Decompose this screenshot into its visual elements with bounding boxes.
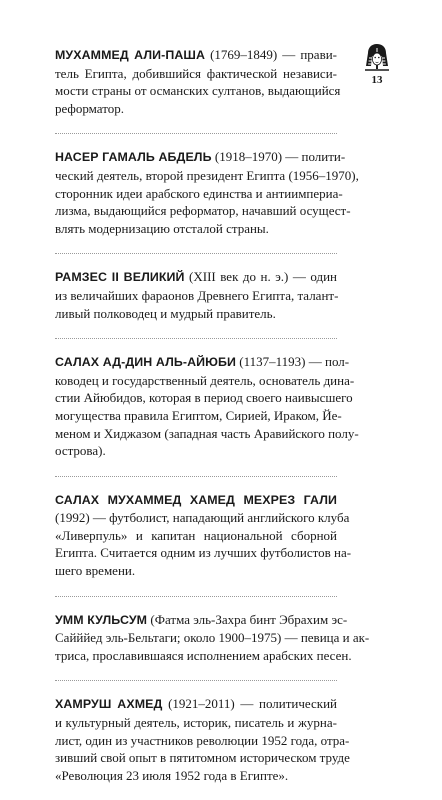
- entry-text: острова).: [55, 443, 106, 459]
- entry-name: УММ КУЛЬСУМ: [55, 612, 148, 627]
- entry-text: (1921–2011) — политический: [162, 696, 337, 712]
- entry-text: лист, один из участников революции 1952 года, отра-: [55, 732, 350, 748]
- entry-text: триса, прославившаяся исполнением арабских песен.: [55, 647, 352, 663]
- entry-text: Сайййед эль-Бельтаги; около 1900–1975) — певица и ак-: [55, 630, 370, 646]
- entry-name: САЛАХ АД-ДИН АЛЬ-АЙЮБИ: [55, 355, 237, 370]
- entry-text: мости страны от османских султанов, выдающийся: [55, 83, 341, 99]
- glossary-entry: [55, 611, 370, 665]
- entry-text: меном и Хиджазом (западная часть Аравийского полу-: [55, 425, 359, 441]
- entry-name: РАМЗЕС II ВЕЛИКИЙ: [55, 270, 185, 285]
- glossary-entry: [55, 695, 350, 784]
- entry-text: «Революция 23 июля 1952 года в Египте».: [55, 767, 289, 783]
- entry-text: (1769–1849) — прави-: [205, 47, 338, 62]
- entry-text: «Ливерпуль» и капитан национальной сборной: [55, 527, 337, 543]
- entry-text: (Фатма эль-Захра бинт Эбрахим эс-: [147, 611, 348, 627]
- glossary-entry: [55, 353, 359, 460]
- entry-text: влять модернизацию отсталой страны.: [55, 220, 269, 236]
- entry-text: (1137–1193) — пол-: [236, 354, 350, 370]
- entry-separator: [55, 476, 337, 477]
- entry-text: сторонник идеи арабского единства и антиимпериа-: [55, 185, 343, 201]
- page-corner-mark: [355, 42, 399, 86]
- entry-text: (1992) — футболист, нападающий английского клуба: [55, 510, 350, 526]
- entry-separator: [55, 253, 337, 254]
- entry-text: (XIII век до н. э.) — один: [184, 269, 337, 285]
- pharaoh-head-icon: [364, 42, 390, 72]
- entry-text: стии Айюбидов, которая в период своего наивысшего: [55, 390, 353, 406]
- entry-text: ководец и государственный деятель, основатель дина-: [55, 372, 355, 388]
- entry-text: и культурный деятель, историк, писатель и журна-: [55, 715, 337, 731]
- glossary-entry: [55, 46, 341, 117]
- entry-text: из величайших фараонов Древнего Египта, талант-: [55, 287, 339, 303]
- entry-separator: [55, 338, 337, 339]
- glossary-entry: [55, 148, 359, 237]
- entry-name: САЛАХ МУХАММЕД ХАМЕД МЕХРЕЗ ГАЛИ: [55, 492, 337, 507]
- entry-text: тель Египта, добившийся фактической независи-: [55, 65, 337, 81]
- entry-text: зивший свой опыт в пятитомном историческом труде: [55, 750, 350, 766]
- glossary-entry: [55, 268, 337, 322]
- entry-separator: [55, 596, 337, 597]
- entry-name: ХАМРУШ АХМЕД: [55, 697, 163, 712]
- entry-name: НАСЕР ГАМАЛЬ АБДЕЛЬ: [55, 150, 212, 165]
- entry-text: ливый полководец и мудрый правитель.: [55, 305, 276, 321]
- entry-text: шего времени.: [55, 563, 136, 579]
- entry-text: (1918–1970) — полити-: [211, 149, 346, 165]
- entry-text: ческий деятель, второй президент Египта (1956–1970),: [55, 167, 359, 183]
- entry-text: Египта. Считается одним из лучших футболистов на-: [55, 545, 352, 561]
- glossary-entry: [55, 491, 352, 580]
- page-number: 13: [371, 74, 383, 86]
- entry-name: МУХАММЕД АЛИ-ПАША: [55, 48, 206, 62]
- entry-text: могущества правила Египтом, Сирией, Ираком, Йе-: [55, 407, 342, 423]
- entry-separator: [55, 133, 337, 134]
- glossary-text: [55, 46, 370, 800]
- entry-text: лизма, выдающийся реформатор, начавший осущест-: [55, 203, 351, 219]
- entry-text: реформатор.: [55, 100, 124, 116]
- entry-separator: [55, 680, 337, 681]
